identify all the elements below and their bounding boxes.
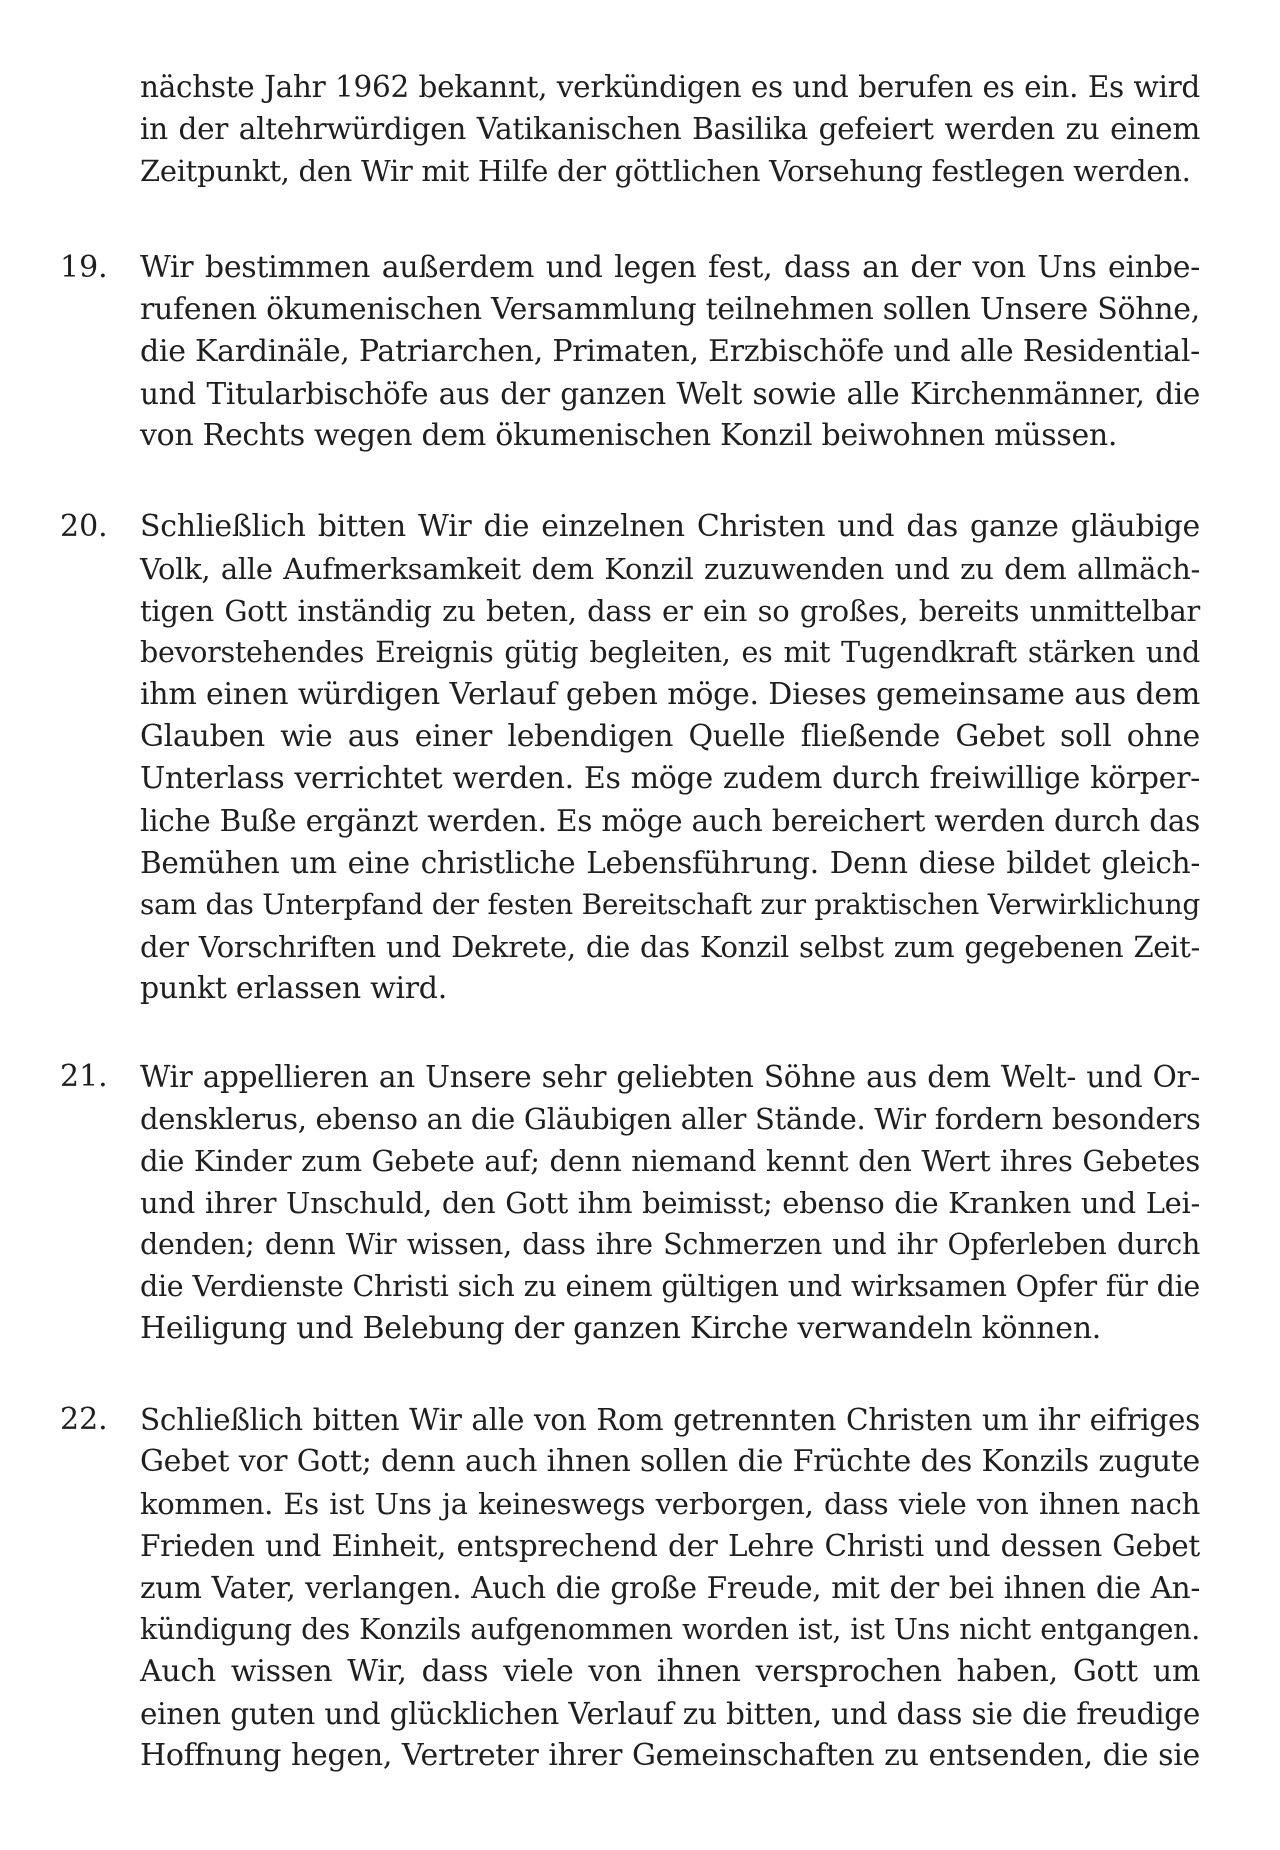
paragraph-20 <box>0 506 1280 1010</box>
text-line: ihm einen würdigen Verlauf geben möge. Dieses gemeinsame aus dem <box>140 677 1200 712</box>
paragraph-19 <box>0 247 1280 457</box>
text-line: tigen Gott inständig zu beten, dass er ein so großes, bereits unmittelbar <box>140 594 1200 628</box>
text-line: bevorstehendes Ereignis gütig begleiten, es mit Tugendkraft stärken und <box>140 636 1200 669</box>
text-line: und Titularbischöfe aus der ganzen Welt sowie alle Kirchenmänner, die <box>140 377 1200 411</box>
text-line: die Verdienste Christi sich zu einem gültigen und wirksamen Opfer für die <box>140 1270 1200 1303</box>
text-line: der Vorschriften und Dekrete, die das Konzil selbst zum gegebenen Zeit- <box>140 930 1200 964</box>
paragraph-number: 19. <box>60 250 108 285</box>
paragraph-22 <box>0 1399 1280 1777</box>
text-line: Frieden und Einheit, entsprechend der Lehre Christi und dessen Gebet <box>140 1529 1200 1563</box>
paragraph-number: 21. <box>60 1059 108 1094</box>
text-line: einen guten und glücklichen Verlauf zu bitten, und dass sie die freudige <box>140 1697 1200 1731</box>
text-line: Wir bestimmen außerdem und legen fest, dass an der von Uns einbe- <box>140 250 1200 285</box>
text-line: liche Buße ergänzt werden. Es möge auch bereichert werden durch das <box>140 804 1200 838</box>
text-line: in der altehrwürdigen Vatikanischen Basilika gefeiert werden zu einem <box>140 112 1200 146</box>
text-line: punkt erlassen wird. <box>140 971 447 1006</box>
text-line: kommen. Es ist Uns ja keineswegs verborgen, dass viele von ihnen nach <box>140 1487 1200 1521</box>
text-line: Volk, alle Aufmerksamkeit dem Konzil zuzuwenden und zu dem allmäch- <box>140 552 1200 586</box>
text-line: rufenen ökumenischen Versammlung teilnehmen sollen Unsere Söhne, <box>140 292 1200 327</box>
text-line: Schließlich bitten Wir die einzelnen Christen und das ganze gläubige <box>140 509 1200 544</box>
text-line: Hoffnung hegen, Vertreter ihrer Gemeinschaften zu entsenden, die sie <box>140 1738 1200 1773</box>
text-line: zum Vater, verlangen. Auch die große Freude, mit der bei ihnen die An- <box>140 1571 1200 1605</box>
paragraph-21 <box>0 1056 1280 1350</box>
text-line: Schließlich bitten Wir alle von Rom getrennten Christen um ihr eifriges <box>140 1403 1200 1437</box>
text-line: und ihrer Unschuld, den Gott ihm beimisst; ebenso die Kranken und Lei- <box>140 1186 1200 1220</box>
paragraph-continuation <box>0 66 1280 192</box>
text-line: densklerus, ebenso an die Gläubigen aller Stände. Wir fordern besonders <box>140 1102 1201 1136</box>
text-line: die Kardinäle, Patriarchen, Primaten, Erzbischöfe und alle Residential- <box>140 334 1200 369</box>
text-line: Bemühen um eine christliche Lebensführung. Denn diese bildet gleich- <box>140 846 1200 880</box>
text-line: von Rechts wegen dem ökumenischen Konzil beiwohnen müssen. <box>140 418 1118 453</box>
text-line: Zeitpunkt, den Wir mit Hilfe der göttlichen Vorsehung festlegen werden. <box>140 154 1191 188</box>
paragraph-number: 22. <box>60 1402 108 1437</box>
paragraph-number: 20. <box>60 509 108 544</box>
text-line: Wir appellieren an Unsere sehr geliebten Söhne aus dem Welt- und Or- <box>140 1060 1200 1094</box>
text-line: nächste Jahr 1962 bekannt, verkündigen es und berufen es ein. Es wird <box>140 70 1200 104</box>
text-line: Unterlass verrichtet werden. Es möge zudem durch freiwillige körper- <box>140 761 1200 796</box>
text-line: Heiligung und Belebung der ganzen Kirche verwandeln können. <box>140 1311 1101 1346</box>
text-line: die Kinder zum Gebete auf; denn niemand kennt den Wert ihres Gebetes <box>140 1144 1200 1178</box>
text-line: denden; denn Wir wissen, dass ihre Schmerzen und ihr Opferleben durch <box>140 1228 1200 1261</box>
text-line: Auch wissen Wir, dass viele von ihnen versprochen haben, Gott um <box>140 1654 1200 1689</box>
text-line: Glauben wie aus einer lebendigen Quelle fließende Gebet soll ohne <box>140 719 1200 754</box>
text-line: kündigung des Konzils aufgenommen worden ist, ist Uns nicht entgangen. <box>140 1613 1200 1646</box>
text-line: Gebet vor Gott; denn auch ihnen sollen die Früchte des Konzils zugute <box>140 1444 1200 1479</box>
text-line: sam das Unterpfand der festen Bereitschaft zur praktischen Verwirklichung <box>140 888 1200 921</box>
